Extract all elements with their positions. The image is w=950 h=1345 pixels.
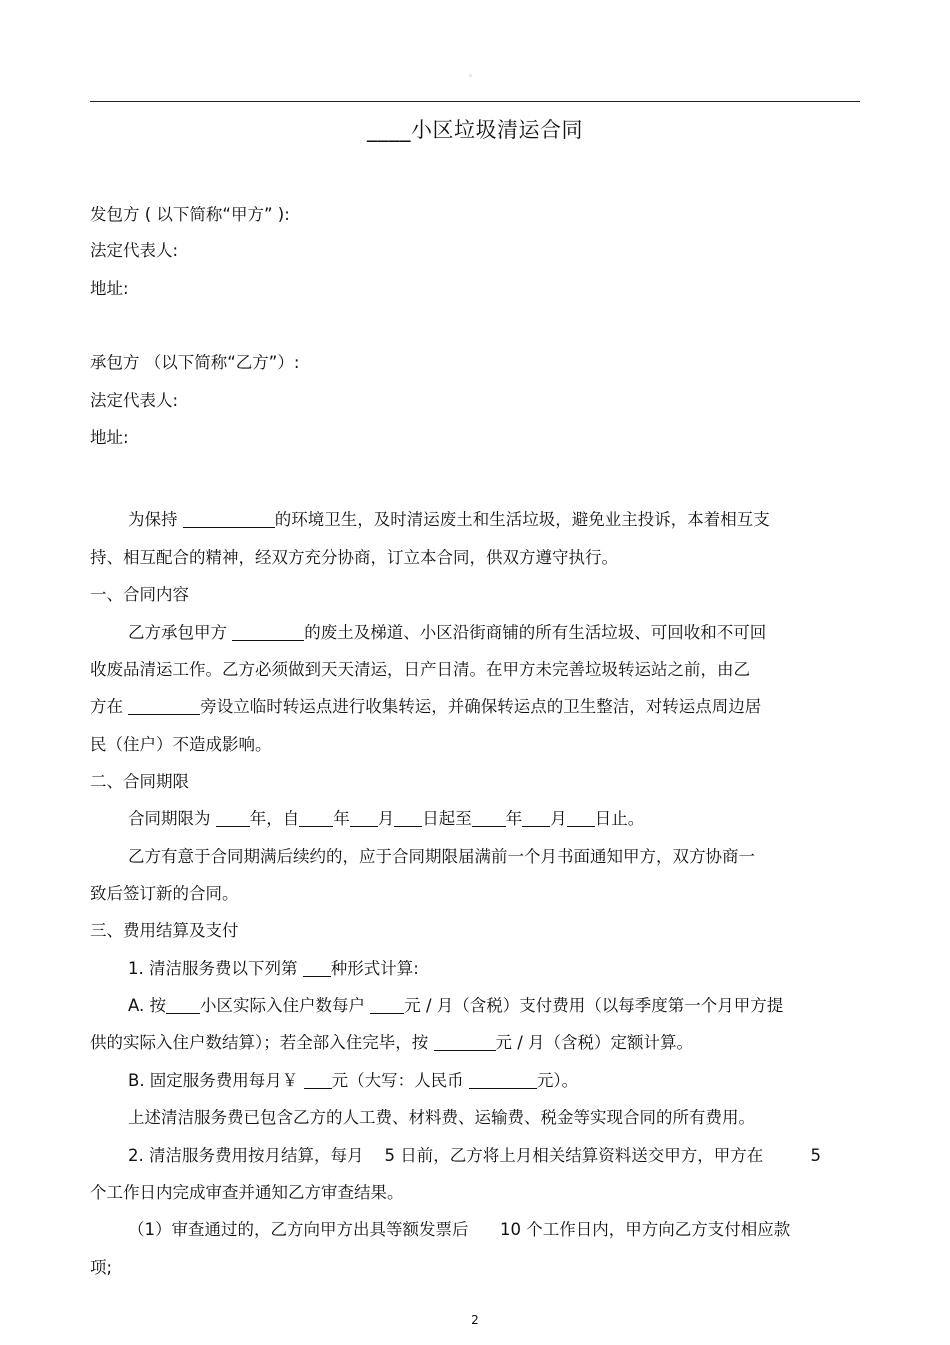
term-line: 合同期限为 年，自 年 月 日起至 年 月 日止。	[128, 809, 645, 828]
title-blank: ____	[367, 118, 411, 142]
page-title	[0, 114, 950, 144]
blank-field	[567, 810, 595, 828]
blank-field	[522, 810, 550, 828]
blank-field	[469, 1072, 537, 1090]
header-rule	[90, 101, 860, 102]
blank-field	[304, 1072, 332, 1090]
blank-field	[350, 810, 378, 828]
blank-field	[434, 1034, 496, 1052]
blank-field	[303, 960, 331, 978]
blank-field	[183, 511, 275, 529]
blank-field	[216, 810, 250, 828]
fee-sub-1-line-2: 项;	[90, 1258, 113, 1277]
blank-field	[394, 810, 422, 828]
fee-item-a-line-1: A. 按 小区实际入住户数每户 元 / 月（含税）支付费用（以每季度第一个月甲方提	[128, 996, 784, 1015]
fee-note: 上述清洁服务费已包含乙方的人工费、材料费、运输费、税金等实现合同的所有费用。	[128, 1108, 755, 1127]
party-a-rep: 法定代表人:	[90, 241, 179, 260]
fee-item-a-line-2: 供的实际入住户数结算）；若全部入住完毕，按 元 / 月（含税）定额计算。	[90, 1033, 694, 1052]
title-text: 小区垃圾清运合同	[411, 118, 583, 142]
blank-field	[232, 624, 304, 642]
renewal-line-1: 乙方有意于合同期满后续约的，应于合同期限届满前一个月书面通知甲方，双方协商一	[128, 847, 755, 866]
party-a-address: 地址:	[90, 279, 129, 298]
intro-line-2: 持、相互配合的精神，经双方充分协商，订立本合同，供双方遵守执行。	[90, 548, 618, 567]
party-a-label: 发包方 ( 以下简称“甲方” ):	[90, 205, 290, 224]
intro-line-1: 为保持 的环境卫生，及时清运废土和生活垃圾，避免业主投诉，本着相互支	[128, 510, 770, 529]
party-b-rep: 法定代表人:	[90, 391, 179, 410]
party-b-address: 地址:	[90, 428, 129, 447]
section-1-heading: 一、合同内容	[90, 585, 189, 604]
fee-item-1: 1. 清洁服务费以下列第 种形式计算:	[128, 959, 419, 978]
party-b-label: 承包方 （以下简称“乙方”）:	[90, 353, 300, 372]
fee-sub-1-line-1: （1）审查通过的，乙方向甲方出具等额发票后 10 个工作日内，甲方向乙方支付相应款	[128, 1220, 791, 1239]
section-1-line-1: 乙方承包甲方 的废土及梯道、小区沿街商铺的所有生活垃圾、可回收和不可回	[128, 623, 767, 642]
section-1-line-2: 收废品清运工作。乙方必须做到天天清运，日产日清。在甲方未完善垃圾转运站之前，由乙	[90, 660, 750, 679]
section-1-line-3: 方在 旁设立临时转运点进行收集转运，并确保转运点的卫生整洁，对转运点周边居	[90, 697, 762, 716]
fee-item-2-line-1: 2. 清洁服务费用按月结算，每月 5 日前，乙方将上月相关结算资料送交甲方，甲方在 5	[128, 1146, 821, 1165]
blank-field	[128, 698, 200, 716]
header-mark: 。	[469, 69, 477, 78]
blank-field	[166, 997, 200, 1015]
section-3-heading: 三、费用结算及支付	[90, 921, 239, 940]
renewal-line-2: 致后签订新的合同。	[90, 884, 239, 903]
section-1-line-4: 民（住户）不造成影响。	[90, 735, 272, 754]
page-number: 2	[471, 1313, 479, 1327]
fee-item-b: B. 固定服务费用每月￥ 元（大写：人民币 元）。	[128, 1071, 579, 1090]
section-2-heading: 二、合同期限	[90, 772, 189, 791]
fee-item-2-line-2: 个工作日内完成审查并通知乙方审查结果。	[90, 1183, 404, 1202]
blank-field	[299, 810, 333, 828]
blank-field	[472, 810, 506, 828]
blank-field	[370, 997, 404, 1015]
